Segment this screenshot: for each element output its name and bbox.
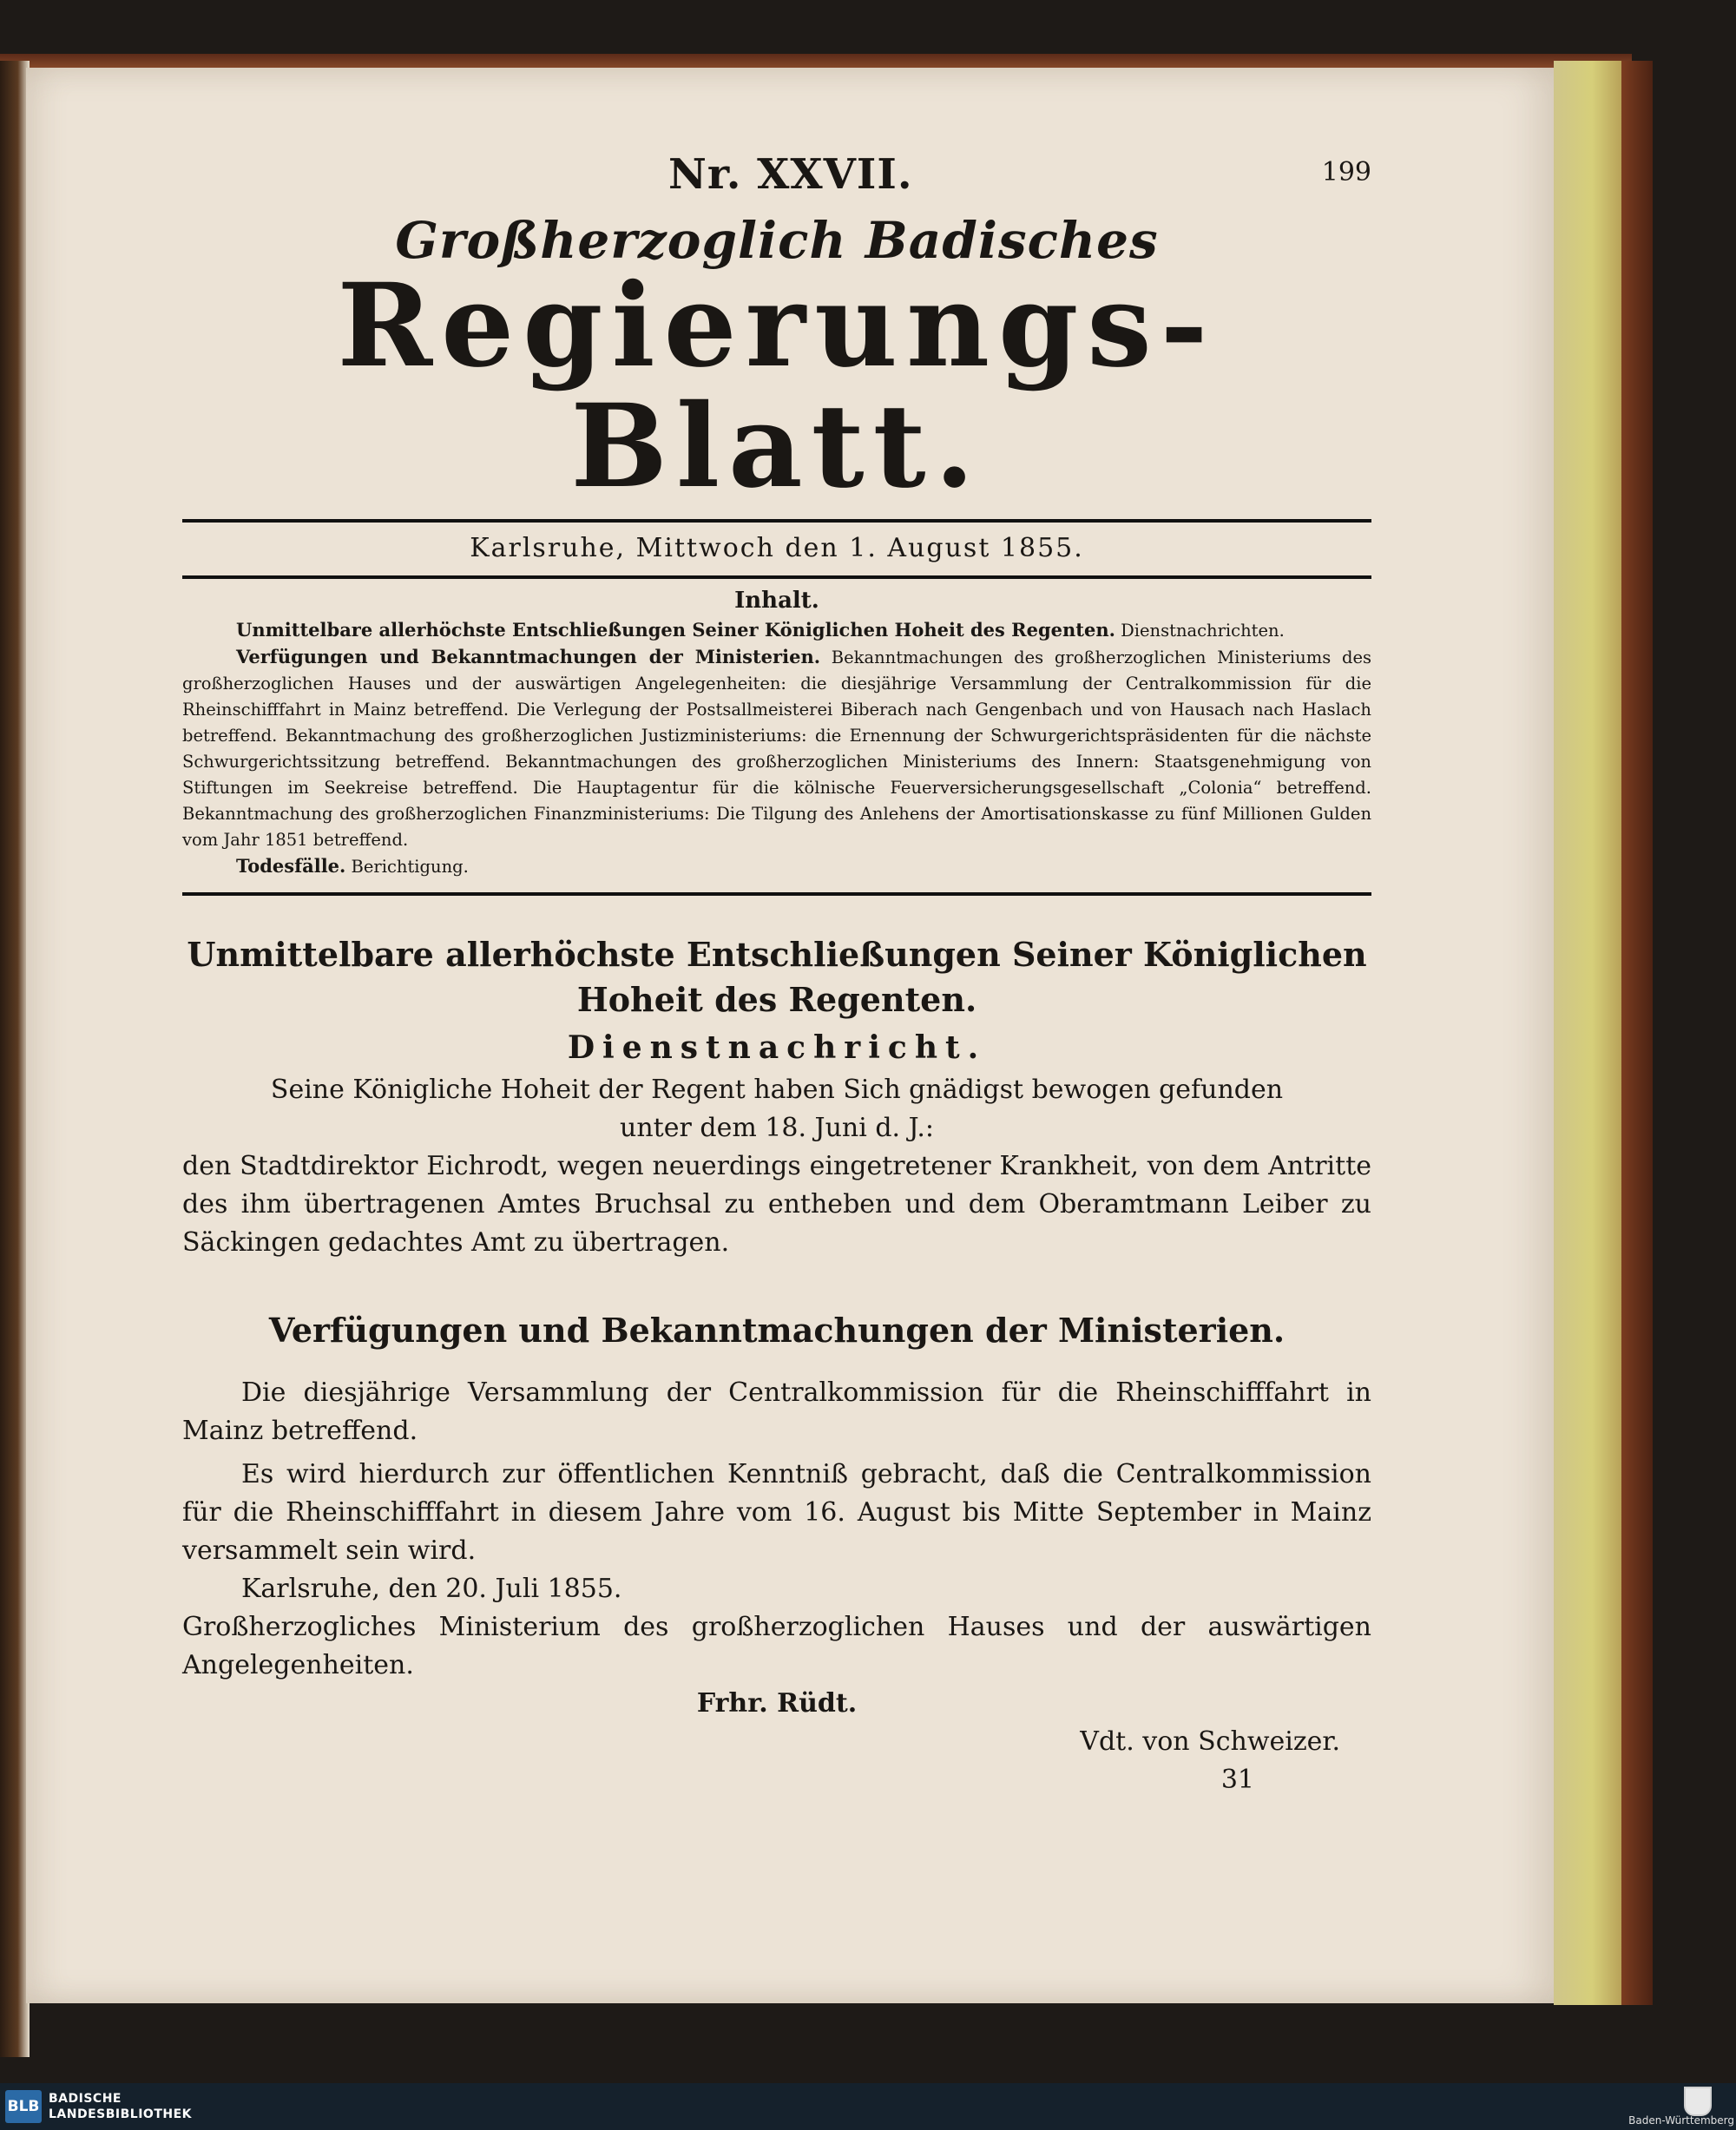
section-subheading: Dienstnachricht. <box>567 1029 987 1067</box>
section-heading-ministries: Verfügungen und Bekanntmachungen der Ministerien. <box>268 1311 1286 1351</box>
decree-date-line: unter dem 18. Juni d. J.: <box>620 1113 934 1144</box>
notice-title: Die diesjährige Versammlung der Centralkommission für die Rheinschifffahrt in Mainz betreffend. <box>182 1377 1371 1447</box>
notice-place-date: Karlsruhe, den 20. Juli 1855. <box>241 1574 622 1605</box>
toc-item-heading: Verfügungen und Bekanntmachungen der Ministerien. <box>236 646 821 668</box>
page-content <box>182 150 1371 1799</box>
toc-item <box>182 644 1371 853</box>
decree-paragraph: den Stadtdirektor Eichrodt, wegen neuerdings eingetretener Krankheit, von dem Antritte des ihm übertragenen Amtes Bruchsal zu entheben und dem Oberamtmann Leiber zu Säckingen gedachtes Amt zu übertragen. <box>182 1151 1371 1259</box>
masthead-topline <box>182 150 1371 211</box>
section-body-regent <box>182 1071 1371 1262</box>
library-name-line1: BADISCHE <box>49 2092 122 2106</box>
toc-item-heading: Unmittelbare allerhöchste Entschließungen Seiner Königlichen Hoheit des Regenten. <box>236 619 1115 641</box>
notice-paragraph: Es wird hierdurch zur öffentlichen Kenntniß gebracht, daß die Centralkommission für die Rheinschifffahrt in diesem Jahre vom 16. August bis Mitte September in Mainz versammelt sein wird. <box>182 1459 1371 1567</box>
page-number: 199 <box>1321 157 1371 187</box>
section-heading-regent: Unmittelbare allerhöchste Entschließungen Seiner Königlichen Hoheit des Regenten. <box>187 935 1367 1020</box>
book-edge-left <box>0 61 30 2057</box>
table-of-contents <box>182 617 1371 880</box>
coat-of-arms-icon <box>1684 2087 1712 2116</box>
rule-under-toc <box>182 892 1371 896</box>
blb-logo-icon: BLB <box>5 2090 42 2123</box>
library-footer-bar <box>0 2083 1736 2130</box>
library-name-line2: LANDESBIBLIOTHEK <box>49 2107 193 2121</box>
book-cover-edge <box>1621 61 1653 2005</box>
publication-subtitle: Großherzoglich Badisches <box>395 211 1159 270</box>
section-body-ministries <box>182 1374 1371 1799</box>
toc-item-text: Berichtigung. <box>345 857 469 878</box>
countersignature: Vdt. von Schweizer. <box>1080 1726 1340 1758</box>
issuing-ministry: Großherzogliches Ministerium des großherzoglichen Hauses und der auswärtigen Angelegenheiten. <box>182 1612 1371 1681</box>
issue-number: Nr. XXVII. <box>668 150 913 199</box>
dateline: Karlsruhe, Mittwoch den 1. August 1855. <box>470 533 1084 564</box>
publication-title: Regierungs-Blatt. <box>337 259 1217 514</box>
signatory: Frhr. Rüdt. <box>696 1688 858 1719</box>
toc-title: Inhalt. <box>734 588 819 615</box>
document-page <box>26 68 1554 2003</box>
toc-item-text: Bekanntmachungen des großherzoglichen Ministeriums des großherzoglichen Hauses und der auswärtigen Angelegenheiten: die diesjährige Versammlung der Centralkommission für die Rheinschifffahrt in Mainz betreffend. Die Verlegung der Postsallmeisterei Biberach nach Gengenbach und von Hausach nach Haslach betreffend. Bekanntmachung des großherzoglichen Justizministeriums: die Ernennung der Schwurgerichtspräsidenten für die nächste Schwurgerichtssitzung betreffend. Bekanntmachungen des großherzoglichen Ministeriums des Innern: Staatsgenehmigung von Stiftungen im Seekreise betreffend. Die Hauptagentur für die kölnische Feuerversicherungsgesellschaft „Colonia“ betreffend. Bekanntmachung des großherzoglichen Finanzministeriums: Die Tilgung des Anlehens der Amortisationskasse zu fünf Millionen Gulden vom Jahr 1851 betreffend. <box>182 648 1372 851</box>
toc-item-text: Dienstnachrichten. <box>1115 621 1285 641</box>
state-label: Baden-Württemberg <box>1628 2114 1734 2127</box>
toc-item <box>182 853 1371 880</box>
sheet-number: 31 <box>1220 1765 1254 1796</box>
decree-intro-line: Seine Königliche Hoheit der Regent haben Sich gnädigst bewogen gefunden <box>270 1075 1284 1106</box>
rule-under-dateline <box>182 575 1371 579</box>
library-name <box>49 2091 192 2122</box>
toc-item-heading: Todesfälle. <box>236 855 346 878</box>
toc-item <box>182 617 1371 644</box>
